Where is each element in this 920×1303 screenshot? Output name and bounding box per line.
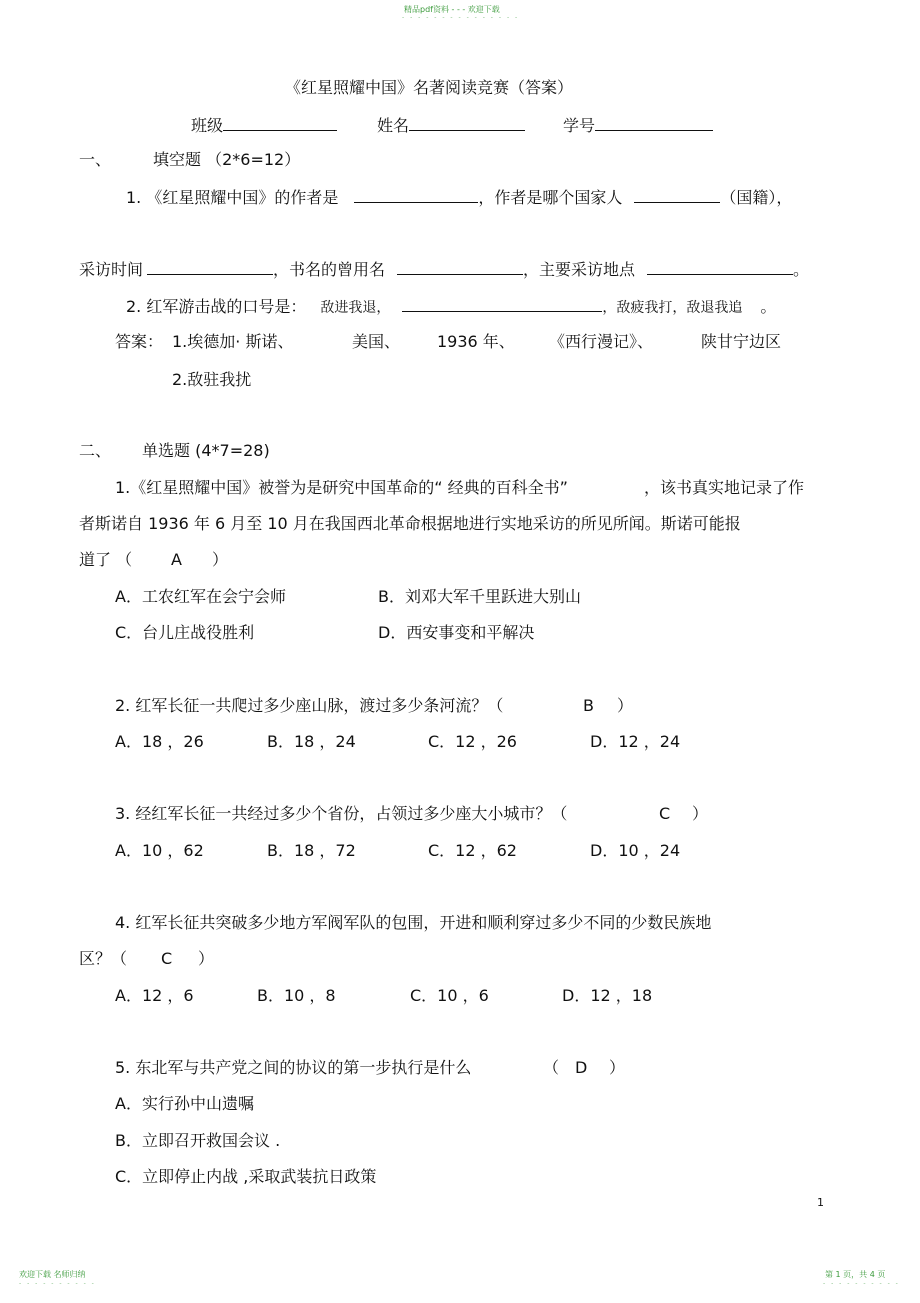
fill-q2-text-c: ，敌疲我打，敌退我追 bbox=[602, 300, 743, 316]
answer-6: 2.敌驻我扰 bbox=[172, 370, 252, 389]
mc-q3-answer: C bbox=[659, 804, 671, 823]
mc-q5-close: ） bbox=[609, 1058, 626, 1077]
class-label: 班级 bbox=[191, 116, 224, 135]
mc-q1-option-a: A．工农红军在会宁会师 bbox=[115, 587, 286, 606]
fill-q1-text-d: 采访时间 bbox=[79, 260, 144, 279]
mc-q3-option-d: D．10 ，24 bbox=[590, 841, 681, 860]
mc-q4-option-d: D．12 ，18 bbox=[562, 986, 653, 1005]
fill-q1-text-e: ，书名的曾用名 bbox=[273, 260, 386, 279]
mc-q5-text: 5. 东北军与共产党之间的协议的第一步执行是什么 bbox=[115, 1058, 472, 1077]
header-dots: - - - - - - - - - - - - - - - bbox=[402, 14, 520, 21]
fill-q1-blank-country bbox=[634, 188, 720, 203]
page-title: 《红星照耀中国》名著阅读竞赛（答案） bbox=[285, 78, 574, 97]
mc-q1-line1a: 1.《红星照耀中国》被誉为是研究中国革命的“ 经典的百科全书” bbox=[115, 478, 568, 497]
mc-q2-option-a: A．18 ，26 bbox=[115, 732, 204, 751]
mc-q5-answer: D bbox=[575, 1058, 588, 1077]
mc-q4-line1: 4. 红军长征共突破多少地方军阀军队的包围，开进和顺利穿过多少不同的少数民族地 bbox=[115, 913, 712, 932]
fill-q1-line2 bbox=[79, 260, 809, 280]
fill-q1-end: 。 bbox=[793, 260, 810, 279]
id-blank bbox=[595, 116, 713, 131]
mc-q4-close: ） bbox=[198, 949, 215, 968]
mc-q3-text: 3. 经红军长征一共经过多少个省份，占领过多少座大小城市？（ bbox=[115, 804, 568, 823]
mc-q2-option-b: B．18 ，24 bbox=[267, 732, 356, 751]
mc-q4-option-b: B．10 ，8 bbox=[257, 986, 336, 1005]
mc-q4-answer: C bbox=[161, 949, 173, 968]
mc-q1-line2: 者斯诺自 1936 年 6 月至 10 月在我国西北革命根据地进行实地采访的所见所闻。斯诺可能报 bbox=[79, 514, 741, 533]
mc-q1-option-b: B．刘邓大军千里跃进大别山 bbox=[378, 587, 581, 606]
footer-right: 第 1 页，共 4 页 bbox=[825, 1270, 886, 1279]
page-number: 1 bbox=[817, 1196, 824, 1209]
mc-q1-option-c: C．台儿庄战役胜利 bbox=[115, 623, 255, 642]
mc-q3-option-b: B．18 ，72 bbox=[267, 841, 356, 860]
fill-q2-line bbox=[126, 297, 776, 318]
section-1-number: 一、 bbox=[79, 150, 112, 169]
id-field bbox=[563, 116, 713, 136]
mc-q1-line3: 道了 （ bbox=[79, 550, 133, 569]
answer-label: 答案： bbox=[115, 332, 164, 351]
mc-q5-option-a: A．实行孙中山遗嘱 bbox=[115, 1094, 254, 1113]
fill-q1-text-f: ，主要采访地点 bbox=[523, 260, 636, 279]
mc-q3-option-a: A．10 ，62 bbox=[115, 841, 204, 860]
class-field bbox=[191, 116, 337, 136]
footer-left: 欢迎下载 名师归纳 bbox=[19, 1270, 86, 1279]
name-blank bbox=[409, 116, 525, 131]
fill-q1-blank-author bbox=[354, 188, 478, 203]
mc-q1-option-d: D．西安事变和平解决 bbox=[378, 623, 535, 642]
fill-q2-text-b: 敌进我退， bbox=[320, 300, 391, 316]
mc-q3-option-c: C．12 ，62 bbox=[428, 841, 517, 860]
section-2-number: 二、 bbox=[79, 441, 112, 460]
fill-q2-text-a: 2. 红军游击战的口号是： bbox=[126, 297, 307, 316]
mc-q5-open: （ bbox=[543, 1058, 560, 1077]
mc-q4-option-c: C．10 ，6 bbox=[410, 986, 489, 1005]
mc-q2-answer: B bbox=[583, 696, 594, 715]
mc-q1-close: ） bbox=[212, 550, 229, 569]
mc-q1-answer: A bbox=[171, 550, 182, 569]
fill-q2-blank bbox=[402, 297, 602, 312]
section-2-heading: 单选题 (4*7=28) bbox=[142, 441, 270, 460]
answer-5: 陕甘宁边区 bbox=[701, 332, 782, 351]
fill-q1-blank-time bbox=[147, 260, 273, 275]
mc-q1-line1b: ，该书真实地记录了作 bbox=[644, 478, 805, 497]
name-label: 姓名 bbox=[377, 116, 410, 135]
fill-q2-end: 。 bbox=[760, 297, 777, 316]
answer-1: 1.埃德加· 斯诺、 bbox=[172, 332, 294, 351]
section-1-heading: 填空题 （2*6=12） bbox=[153, 150, 301, 169]
answer-2: 美国、 bbox=[352, 332, 401, 351]
footer-right-dots: - - - - - - - - - - bbox=[823, 1280, 900, 1287]
footer-left-dots: - - - - - - - - - - bbox=[19, 1280, 96, 1287]
class-blank bbox=[223, 116, 337, 131]
mc-q5-option-b: B．立即召开救国会议 . bbox=[115, 1131, 281, 1150]
name-field bbox=[377, 116, 525, 136]
fill-q1-blank-place bbox=[647, 260, 793, 275]
mc-q4-option-a: A．12 ，6 bbox=[115, 986, 194, 1005]
header-banner: 精品pdf资料 - - - 欢迎下载 bbox=[404, 5, 500, 14]
mc-q2-option-c: C．12 ，26 bbox=[428, 732, 517, 751]
fill-q1-text-c: （国籍）， bbox=[720, 188, 793, 207]
id-label: 学号 bbox=[563, 116, 596, 135]
fill-q1-text-b: ，作者是哪个国家人 bbox=[478, 188, 623, 207]
mc-q2-close: ） bbox=[617, 696, 634, 715]
fill-q1-text-a: 1. 《红星照耀中国》的作者是 bbox=[126, 188, 339, 207]
fill-q1-blank-oldname bbox=[397, 260, 523, 275]
mc-q2-option-d: D．12 ，24 bbox=[590, 732, 681, 751]
mc-q3-close: ） bbox=[692, 804, 709, 823]
mc-q4-line2: 区？（ bbox=[79, 949, 128, 968]
answer-4: 《西行漫记》、 bbox=[549, 332, 654, 351]
fill-q1-line1 bbox=[126, 188, 792, 208]
mc-q2-text: 2. 红军长征一共爬过多少座山脉，渡过多少条河流？（ bbox=[115, 696, 504, 715]
mc-q5-option-c: C．立即停止内战 ,采取武装抗日政策 bbox=[115, 1167, 377, 1186]
answer-3: 1936 年、 bbox=[437, 332, 515, 351]
